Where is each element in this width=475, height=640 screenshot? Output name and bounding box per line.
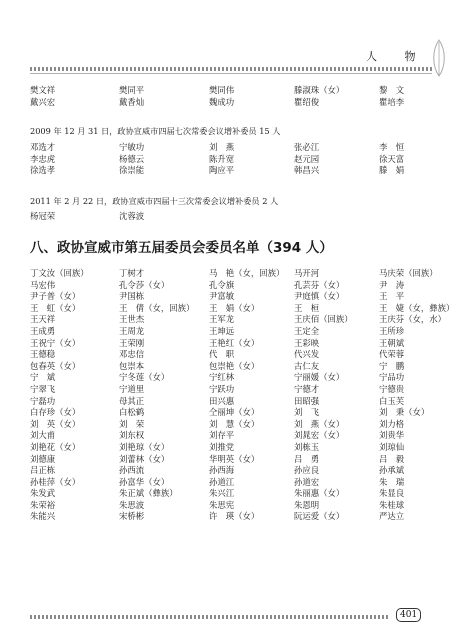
name-entry: 吕 毅	[379, 453, 405, 464]
leaf-ornament-icon	[428, 38, 450, 78]
name-entry: 宁冬莲（女）	[119, 372, 170, 383]
name-entry: 王世杰	[119, 314, 145, 325]
name-entry: 杨冠荣	[30, 211, 56, 221]
name-entry: 杨德云	[119, 153, 145, 164]
name-entry: 刘晁宏（女）	[294, 430, 345, 441]
name-entry: 包崇本	[119, 360, 145, 371]
name-entry: 孔芸芬（女）	[294, 279, 345, 290]
name-entry: 刘 秉（女）	[379, 407, 430, 418]
header-title: 人 物	[366, 50, 428, 63]
name-entry: 朱桂球	[379, 499, 405, 510]
name-entry: 王 虹（女）	[30, 302, 81, 313]
name-entry: 宋桥彬	[119, 511, 145, 522]
name-entry: 张必江	[294, 142, 320, 152]
name-entry: 刘德康	[30, 453, 56, 464]
name-entry: 母其正	[119, 395, 145, 406]
name-entry: 樊同伟	[209, 85, 235, 95]
name-entry: 朱兴江	[209, 488, 235, 499]
name-entry: 许 瑛（女）	[209, 511, 260, 522]
name-entry: 孙应良	[294, 465, 320, 476]
name-entry: 宁敏功	[119, 142, 145, 152]
name-entry: 孙西流	[119, 465, 145, 476]
name-entry: 瞿绍俊	[294, 96, 320, 107]
name-entry: 朱恩明	[294, 499, 320, 510]
name-entry: 沈蓉波	[119, 211, 145, 221]
section-3-names	[30, 268, 459, 523]
name-entry: 马开河	[294, 268, 320, 278]
name-entry: 戴兴宏	[30, 96, 56, 107]
name-entry: 孙承斌	[379, 465, 405, 476]
name-entry: 尹富敏	[209, 291, 235, 302]
name-entry: 代荣蓉	[379, 349, 405, 360]
name-entry: 朱能兴	[30, 511, 56, 522]
name-entry: 李 恒	[379, 142, 405, 152]
name-entry: 孙桂萍（女）	[30, 476, 81, 487]
name-entry: 刘琼仙	[379, 441, 405, 452]
header-rule	[30, 67, 432, 71]
name-entry: 王朝斌	[379, 337, 405, 348]
name-entry: 赵元园	[294, 153, 320, 164]
name-entry: 刘艳琼（女）	[119, 441, 170, 452]
name-entry: 李忠虎	[30, 153, 56, 164]
name-entry: 宁跃功	[209, 383, 235, 394]
name-entry: 白松鹤	[119, 407, 145, 418]
name-entry: 孙道江	[209, 476, 235, 487]
name-entry: 代 职	[209, 349, 235, 360]
name-entry: 徐选孝	[30, 165, 56, 176]
name-entry: 白存珍（女）	[30, 407, 81, 418]
section-2-line: 2011 年 2 月 22 日，政协宣威市四届十三次常委会议增补委员 2 人	[30, 196, 279, 206]
section-3-heading: 八、政协宣威市第五届委员会委员名单（394 人）	[30, 240, 333, 256]
name-entry: 宁品功	[379, 372, 405, 383]
name-entry: 黎 文	[379, 85, 405, 95]
name-entry: 马宏伟	[30, 279, 56, 290]
name-entry: 刘栋玉	[294, 441, 320, 452]
name-entry: 丁文汝（回族）	[30, 268, 89, 278]
name-entry: 吕正栋	[30, 465, 56, 476]
section-1-line: 2009 年 12 月 31 日，政协宣威市四届七次常委会议增补委员 15 人	[30, 126, 281, 136]
name-entry: 刘 慧（女）	[209, 418, 260, 429]
name-entry: 邓选才	[30, 142, 56, 152]
name-entry: 韩昌兴	[294, 165, 320, 176]
name-entry: 王周龙	[119, 325, 145, 336]
name-entry: 王军龙	[209, 314, 235, 325]
header-rule-thin	[30, 73, 432, 74]
name-entry: 古仁友	[294, 360, 320, 371]
name-entry: 滕淑珠（女）	[294, 85, 345, 95]
name-entry: 邓忠信	[119, 349, 145, 360]
name-entry: 王 娟（女）	[209, 302, 260, 313]
name-entry: 田昭强	[294, 395, 320, 406]
name-entry: 王成勇	[30, 325, 56, 336]
name-entry: 包崇艳（女）	[209, 360, 260, 371]
name-entry: 尹国栋	[119, 291, 145, 302]
name-entry: 孙富华（女）	[119, 476, 170, 487]
name-entry: 尹子普（女）	[30, 291, 81, 302]
section-1-names	[30, 142, 459, 177]
section-2-names	[30, 211, 459, 223]
name-entry: 王祝宁（女）	[30, 337, 81, 348]
name-entry: 朱发武	[30, 488, 56, 499]
name-entry: 田兴惠	[209, 395, 235, 406]
name-entry: 尹庭慎（女）	[294, 291, 345, 302]
name-entry: 滕 娟	[379, 165, 405, 176]
name-entry: 刘大甫	[30, 430, 56, 441]
name-entry: 徐天富	[379, 153, 405, 164]
name-entry: 刘 荣	[119, 418, 145, 429]
name-entry: 包春英（女）	[30, 360, 81, 371]
name-entry: 刘 英（女）	[30, 418, 81, 429]
name-entry: 仝丽坤（女）	[209, 407, 260, 418]
name-entry: 刘 燕（女）	[294, 418, 345, 429]
name-entry: 王 倩（女，回族）	[119, 302, 195, 313]
name-entry: 宁翠飞	[30, 383, 56, 394]
name-entry: 华明英（女）	[209, 453, 260, 464]
name-entry: 阮运爱（女）	[294, 511, 345, 522]
name-entry: 宁 鹏	[379, 360, 405, 371]
name-entry: 王艳红（女）	[209, 337, 260, 348]
name-entry: 朱丽惠（女）	[294, 488, 345, 499]
name-entry: 朱显良	[379, 488, 405, 499]
name-entry: 白玉芙	[379, 395, 405, 406]
name-entry: 王所珍	[379, 325, 405, 336]
name-entry: 樊同平	[119, 85, 145, 95]
name-entry: 严达立	[379, 511, 405, 522]
name-entry: 朱正斌（彝族）	[119, 488, 178, 499]
name-entry: 吕 勇	[294, 453, 320, 464]
name-entry: 宁德贵	[379, 383, 405, 394]
name-entry: 刘力格	[379, 418, 405, 429]
name-entry: 宁磊功	[30, 395, 56, 406]
name-entry: 陶应平	[209, 165, 235, 176]
name-entry: 魏成功	[209, 96, 235, 107]
name-entry: 刘东权	[119, 430, 145, 441]
name-entry: 刘推党	[209, 441, 235, 452]
name-entry: 尹 涛	[379, 279, 405, 290]
name-entry: 孔令莎（女）	[119, 279, 170, 290]
name-entry: 王定全	[294, 325, 320, 336]
name-entry: 刘贵华	[379, 430, 405, 441]
name-entry: 瞿培李	[379, 96, 405, 107]
name-entry: 宁 斌	[30, 372, 56, 383]
name-entry: 陈升宽	[209, 153, 235, 164]
name-entry: 代兴发	[294, 349, 320, 360]
name-entry: 朱荣裕	[30, 499, 56, 510]
name-entry: 宁德才	[294, 383, 320, 394]
name-entry: 王庆佰（回族）	[294, 314, 353, 325]
footer-rule	[30, 615, 390, 619]
name-entry: 王天祥	[30, 314, 56, 325]
name-entry: 孙道宏	[294, 476, 320, 487]
name-entry: 王庆芬（女，水）	[379, 314, 446, 325]
name-entry: 朱思宪	[209, 499, 235, 510]
name-entry: 徐崇能	[119, 165, 145, 176]
name-entry: 刘存平	[209, 430, 235, 441]
name-entry: 王彩映	[294, 337, 320, 348]
name-entry: 刘艳花（女）	[30, 441, 81, 452]
name-entry: 孔令旗	[209, 279, 235, 290]
name-entry: 王 桓	[294, 302, 320, 313]
name-entry: 马庆荣（回族）	[379, 268, 438, 278]
name-entry: 丁树才	[119, 268, 145, 278]
name-entry: 宁丽媛（女）	[294, 372, 345, 383]
name-entry: 宁红林	[209, 372, 235, 383]
name-entry: 王德稳	[30, 349, 56, 360]
name-entry: 王 婕（女，彝族）	[379, 302, 455, 313]
name-entry: 刘蕾林（女）	[119, 453, 170, 464]
name-entry: 刘 飞	[294, 407, 320, 418]
name-entry: 王坤远	[209, 325, 235, 336]
name-entry: 王荣刚	[119, 337, 145, 348]
name-entry: 戴香灿	[119, 96, 145, 107]
name-entry: 马 艳（女，回族）	[209, 268, 285, 278]
name-entry: 樊文祥	[30, 85, 56, 95]
name-entry: 王 平	[379, 291, 405, 302]
top-names-grid	[30, 85, 459, 108]
page-number: 401	[396, 608, 421, 622]
name-entry: 孙西海	[209, 465, 235, 476]
name-entry: 刘 燕	[209, 142, 235, 152]
name-entry: 宁道里	[119, 383, 145, 394]
name-entry: 朱 瑞	[379, 476, 405, 487]
name-entry: 朱思波	[119, 499, 145, 510]
